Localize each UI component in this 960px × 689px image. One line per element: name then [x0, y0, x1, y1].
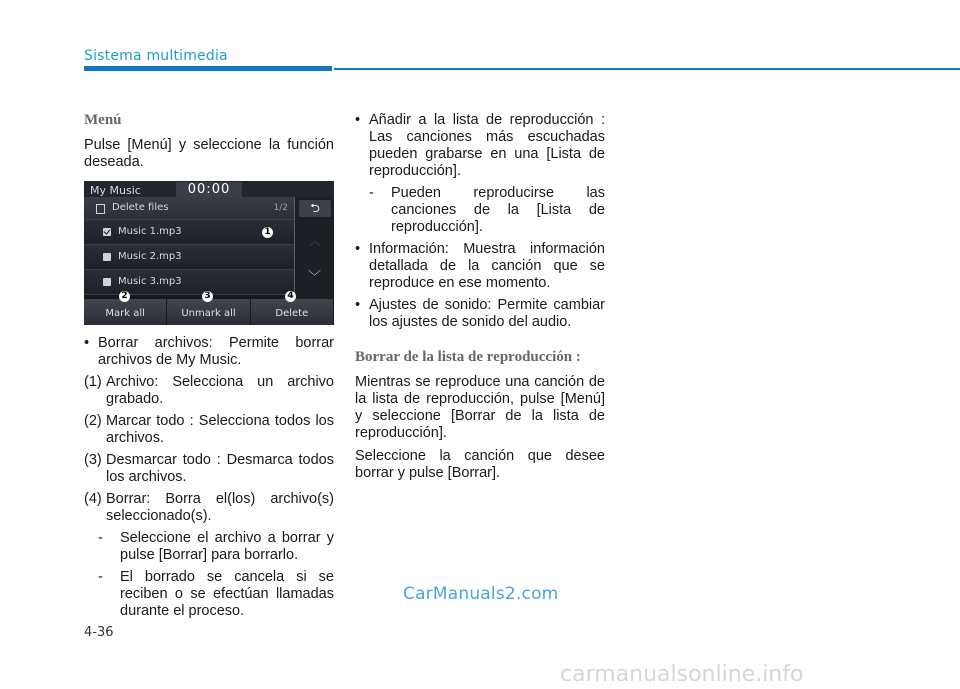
bullet-sound: • Ajustes de sonido: Permite cambiar los ajustes de sonido del audio. — [355, 297, 605, 331]
list-item: (1) Archivo: Selecciona un archivo grabado. — [84, 374, 334, 407]
file-row[interactable] — [84, 245, 294, 270]
checkbox-checked[interactable] — [103, 228, 111, 236]
file-name: Music 1.mp3 — [118, 226, 182, 237]
footer-watermark: carmanualsonline.info — [560, 662, 804, 687]
callout-3: 3 — [202, 291, 213, 302]
trash-icon — [96, 204, 105, 214]
back-arrow-icon[interactable]: ⮌ — [299, 200, 331, 217]
bullet-delete-files: • Borrar archivos: Permite borrar archivos de My Music. — [84, 335, 334, 369]
dash-item: - Pueden reproducirse las canciones de la [Lista de reproducción]. — [369, 185, 605, 236]
page-number: 4-36 — [84, 625, 114, 640]
file-name: Music 3.mp3 — [118, 276, 182, 287]
delete-button[interactable]: Delete — [251, 299, 334, 325]
callout-4: 4 — [285, 291, 296, 302]
callout-2: 2 — [119, 291, 130, 302]
remove-para-1: Mientras se reproduce una canción de la lista de reproducción, pulse [Menú] y seleccione [Borrar de la lista de reproducción]. — [355, 374, 605, 441]
dash-item: - El borrado se cancela si se reciben o se efectúan llamadas durante el proceso. — [98, 569, 334, 620]
checkbox[interactable] — [103, 278, 111, 286]
remove-playlist-heading: Borrar de la lista de reproducción : — [355, 349, 581, 365]
screen-side-panel — [294, 197, 334, 299]
dash-item: - Seleccione el archivo a borrar y pulse [Borrar] para borrarlo. — [98, 530, 334, 564]
remove-para-2: Seleccione la canción que desee borrar y pulse [Borrar]. — [355, 448, 605, 481]
unmark-all-button[interactable]: Unmark all — [167, 299, 250, 325]
site-watermark: CarManuals2.com — [403, 584, 559, 604]
header-rule-thick — [84, 66, 332, 71]
list-header-label: Delete files — [112, 202, 169, 213]
list-item: (4) Borrar: Borra el(los) archivo(s) seleccionado(s). — [84, 491, 334, 524]
delete-files-screen — [84, 181, 334, 325]
menu-intro: Pulse [Menú] y seleccione la función deseada. — [84, 137, 334, 170]
section-title: Sistema multimedia — [84, 48, 228, 64]
left-column — [84, 112, 334, 625]
right-column — [355, 112, 605, 488]
mark-all-button[interactable]: Mark all — [84, 299, 167, 325]
chevron-up-icon[interactable]: ︿ — [309, 234, 322, 248]
list-item: (3) Desmarcar todo : Desmarca todos los archivos. — [84, 452, 334, 485]
file-list — [84, 197, 294, 295]
header-rule-thin — [334, 68, 960, 70]
file-row[interactable] — [84, 270, 294, 295]
screen-app-title: My Music — [90, 184, 141, 197]
file-name: Music 2.mp3 — [118, 251, 182, 262]
bullet-info: • Información: Muestra información detallada de la canción que se reproduce en ese momento. — [355, 241, 605, 292]
screen-button-bar — [84, 299, 334, 325]
bullet-add-playlist: • Añadir a la lista de reproducción : Las canciones más escuchadas pueden grabarse en una [Lista de reproducción]. — [355, 112, 605, 180]
chevron-down-icon[interactable]: ﹀ — [308, 270, 322, 285]
checkbox[interactable] — [103, 253, 111, 261]
screen-clock: 00:00 — [176, 182, 242, 197]
menu-heading: Menú — [84, 112, 122, 128]
list-item: (2) Marcar todo : Selecciona todos los archivos. — [84, 413, 334, 446]
list-header — [84, 197, 294, 220]
page-indicator: 1/2 — [273, 203, 288, 213]
callout-1: 1 — [262, 227, 273, 238]
screen-status-bar — [84, 181, 334, 197]
